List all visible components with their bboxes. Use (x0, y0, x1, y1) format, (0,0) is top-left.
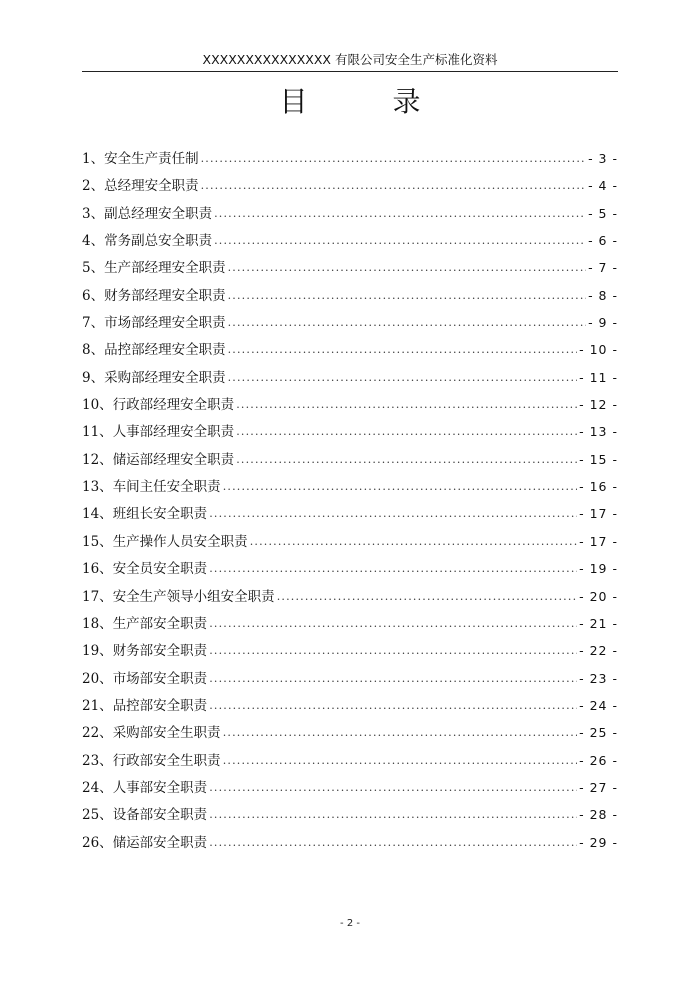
toc-entry-page: - 7 - (588, 260, 618, 276)
toc-entry-page: - 4 - (588, 178, 618, 194)
toc-entry-page: - 21 - (579, 615, 618, 631)
toc-entry-page: - 16 - (579, 479, 618, 495)
toc-entry-page: - 27 - (579, 779, 618, 795)
toc-entry[interactable] (82, 558, 618, 585)
toc-entry[interactable] (82, 668, 618, 695)
toc-entry-title: 储运部经理安全职责 (112, 451, 235, 468)
toc-entry[interactable] (82, 613, 618, 640)
toc-entry-title: 财务部经理安全职责 (104, 287, 226, 304)
toc-entry-page: - 12 - (579, 397, 618, 413)
toc-entry-title: 品控部经理安全职责 (104, 342, 226, 359)
toc-entry-page: - 13 - (579, 424, 618, 440)
toc-entry[interactable] (82, 695, 618, 722)
toc-entry[interactable] (82, 640, 618, 667)
page-title: 目 录 (279, 85, 459, 118)
toc-dot-leader (228, 285, 586, 307)
toc-entry-page: - 17 - (579, 506, 618, 522)
toc-entry[interactable] (82, 203, 618, 230)
toc-entry-title: 采购部经理安全职责 (104, 369, 226, 386)
toc-entry-number: 26、 (82, 834, 113, 851)
toc-entry[interactable] (82, 586, 618, 613)
toc-entry-number: 11、 (82, 424, 113, 441)
toc-entry-number: 22、 (82, 725, 113, 742)
toc-entry-page: - 11 - (579, 369, 618, 385)
toc-entry-title: 生产部经理安全职责 (104, 260, 226, 277)
toc-entry-title: 设备部安全职责 (112, 807, 208, 824)
toc-entry[interactable] (82, 531, 618, 558)
toc-entry[interactable] (82, 503, 618, 530)
toc-entry-title: 安全生产领导小组安全职责 (112, 588, 275, 605)
toc-entry-title: 人事部安全职责 (112, 779, 208, 796)
toc-entry-page: - 29 - (579, 834, 618, 850)
toc-dot-leader (214, 230, 586, 252)
toc-dot-leader (209, 695, 577, 717)
toc-entry-page: - 17 - (579, 533, 618, 549)
toc-dot-leader (209, 832, 577, 854)
toc-dot-leader (223, 722, 577, 744)
toc-entry-number: 8、 (82, 342, 105, 359)
toc-entry-page: - 20 - (579, 588, 618, 604)
toc-dot-leader (209, 503, 577, 525)
toc-dot-leader (228, 367, 578, 389)
toc-dot-leader (228, 339, 578, 361)
toc-entry-title: 采购部安全生职责 (112, 725, 221, 742)
toc-entry-title: 财务部安全职责 (112, 643, 208, 660)
toc-entry-number: 1、 (82, 151, 105, 167)
toc-entry-page: - 3 - (588, 151, 618, 166)
toc-entry-page: - 8 - (588, 287, 618, 303)
toc-entry-number: 25、 (82, 807, 113, 824)
toc-dot-leader (214, 203, 586, 225)
toc-entry-number: 20、 (82, 670, 113, 687)
toc-entry-title: 常务副总安全职责 (104, 233, 213, 250)
toc-entry-page: - 25 - (579, 725, 618, 741)
toc-entry-page: - 15 - (579, 451, 618, 467)
toc-entry-number: 10、 (82, 397, 113, 414)
toc-entry-page: - 26 - (579, 752, 618, 768)
toc-entry[interactable] (82, 257, 618, 284)
toc-entry-number: 12、 (82, 451, 113, 468)
toc-entry-page: - 24 - (579, 697, 618, 713)
table-of-contents (82, 148, 618, 859)
toc-entry-page: - 10 - (579, 342, 618, 358)
toc-entry-title: 品控部安全职责 (112, 697, 208, 714)
toc-entry-title: 市场部安全职责 (112, 670, 208, 687)
toc-entry-title: 总经理安全职责 (104, 178, 199, 195)
toc-dot-leader (201, 148, 586, 170)
toc-dot-leader (277, 586, 577, 608)
toc-entry-title: 人事部经理安全职责 (112, 424, 235, 441)
toc-entry-title: 副总经理安全职责 (104, 205, 213, 222)
toc-entry-title: 行政部经理安全职责 (112, 397, 235, 414)
toc-entry-number: 17、 (82, 588, 113, 605)
toc-entry[interactable] (82, 804, 618, 831)
toc-entry[interactable] (82, 230, 618, 257)
toc-entry-title: 安全生产责任制 (104, 151, 199, 167)
toc-entry-number: 23、 (82, 752, 113, 769)
toc-dot-leader (209, 613, 577, 635)
page-number: - 2 - (340, 918, 360, 929)
toc-entry[interactable] (82, 832, 618, 859)
toc-entry-number: 18、 (82, 615, 113, 632)
toc-dot-leader (250, 531, 577, 553)
toc-entry-number: 4、 (82, 233, 105, 250)
toc-entry-number: 5、 (82, 260, 105, 277)
toc-entry-number: 3、 (82, 205, 105, 222)
toc-dot-leader (236, 449, 577, 471)
toc-entry-number: 19、 (82, 643, 113, 660)
page-header: XXXXXXXXXXXXXXX 有限公司安全生产标准化资料 (202, 52, 498, 67)
toc-entry[interactable] (82, 476, 618, 503)
toc-entry-number: 24、 (82, 779, 113, 796)
toc-entry-title: 储运部安全职责 (112, 834, 208, 851)
toc-entry-page: - 5 - (588, 205, 618, 221)
toc-entry-number: 13、 (82, 479, 113, 496)
toc-dot-leader (223, 750, 577, 772)
toc-entry-number: 2、 (82, 178, 105, 195)
toc-entry-title: 生产部安全职责 (112, 615, 208, 632)
toc-entry-number: 21、 (82, 697, 113, 714)
toc-entry[interactable] (82, 175, 618, 202)
toc-entry-number: 14、 (82, 506, 113, 523)
header-rule (82, 71, 618, 72)
toc-entry-page: - 9 - (588, 315, 618, 331)
toc-dot-leader (236, 394, 577, 416)
toc-entry[interactable] (82, 285, 618, 312)
toc-dot-leader (209, 558, 577, 580)
toc-entry-number: 15、 (82, 533, 113, 550)
toc-dot-leader (236, 421, 577, 443)
toc-entry[interactable] (82, 449, 618, 476)
toc-entry-number: 7、 (82, 315, 105, 332)
toc-entry-title: 安全员安全职责 (112, 561, 208, 578)
toc-entry[interactable] (82, 722, 618, 749)
toc-entry[interactable] (82, 421, 618, 448)
toc-entry-number: 9、 (82, 369, 105, 386)
toc-dot-leader (209, 777, 577, 799)
toc-entry-page: - 22 - (579, 643, 618, 659)
toc-entry-title: 市场部经理安全职责 (104, 315, 226, 332)
toc-entry-page: - 6 - (588, 233, 618, 249)
toc-dot-leader (201, 175, 586, 197)
toc-dot-leader (228, 257, 586, 279)
toc-entry-number: 16、 (82, 561, 113, 578)
toc-dot-leader (223, 476, 577, 498)
toc-entry-page: - 28 - (579, 807, 618, 823)
toc-entry-page: - 23 - (579, 670, 618, 686)
toc-entry-title: 生产操作人员安全职责 (112, 533, 248, 550)
toc-entry-title: 行政部安全生职责 (112, 752, 221, 769)
toc-entry[interactable] (82, 367, 618, 394)
toc-entry-title: 班组长安全职责 (112, 506, 208, 523)
toc-dot-leader (228, 312, 586, 334)
toc-entry[interactable] (82, 394, 618, 421)
toc-entry[interactable] (82, 339, 618, 366)
toc-dot-leader (209, 640, 577, 662)
toc-entry[interactable] (82, 148, 618, 175)
toc-dot-leader (209, 668, 577, 690)
toc-entry-page: - 19 - (579, 561, 618, 577)
toc-entry[interactable] (82, 750, 618, 777)
toc-entry[interactable] (82, 312, 618, 339)
toc-entry-number: 6、 (82, 287, 105, 304)
toc-entry[interactable] (82, 777, 618, 804)
toc-dot-leader (209, 804, 577, 826)
toc-entry-title: 车间主任安全职责 (112, 479, 221, 496)
